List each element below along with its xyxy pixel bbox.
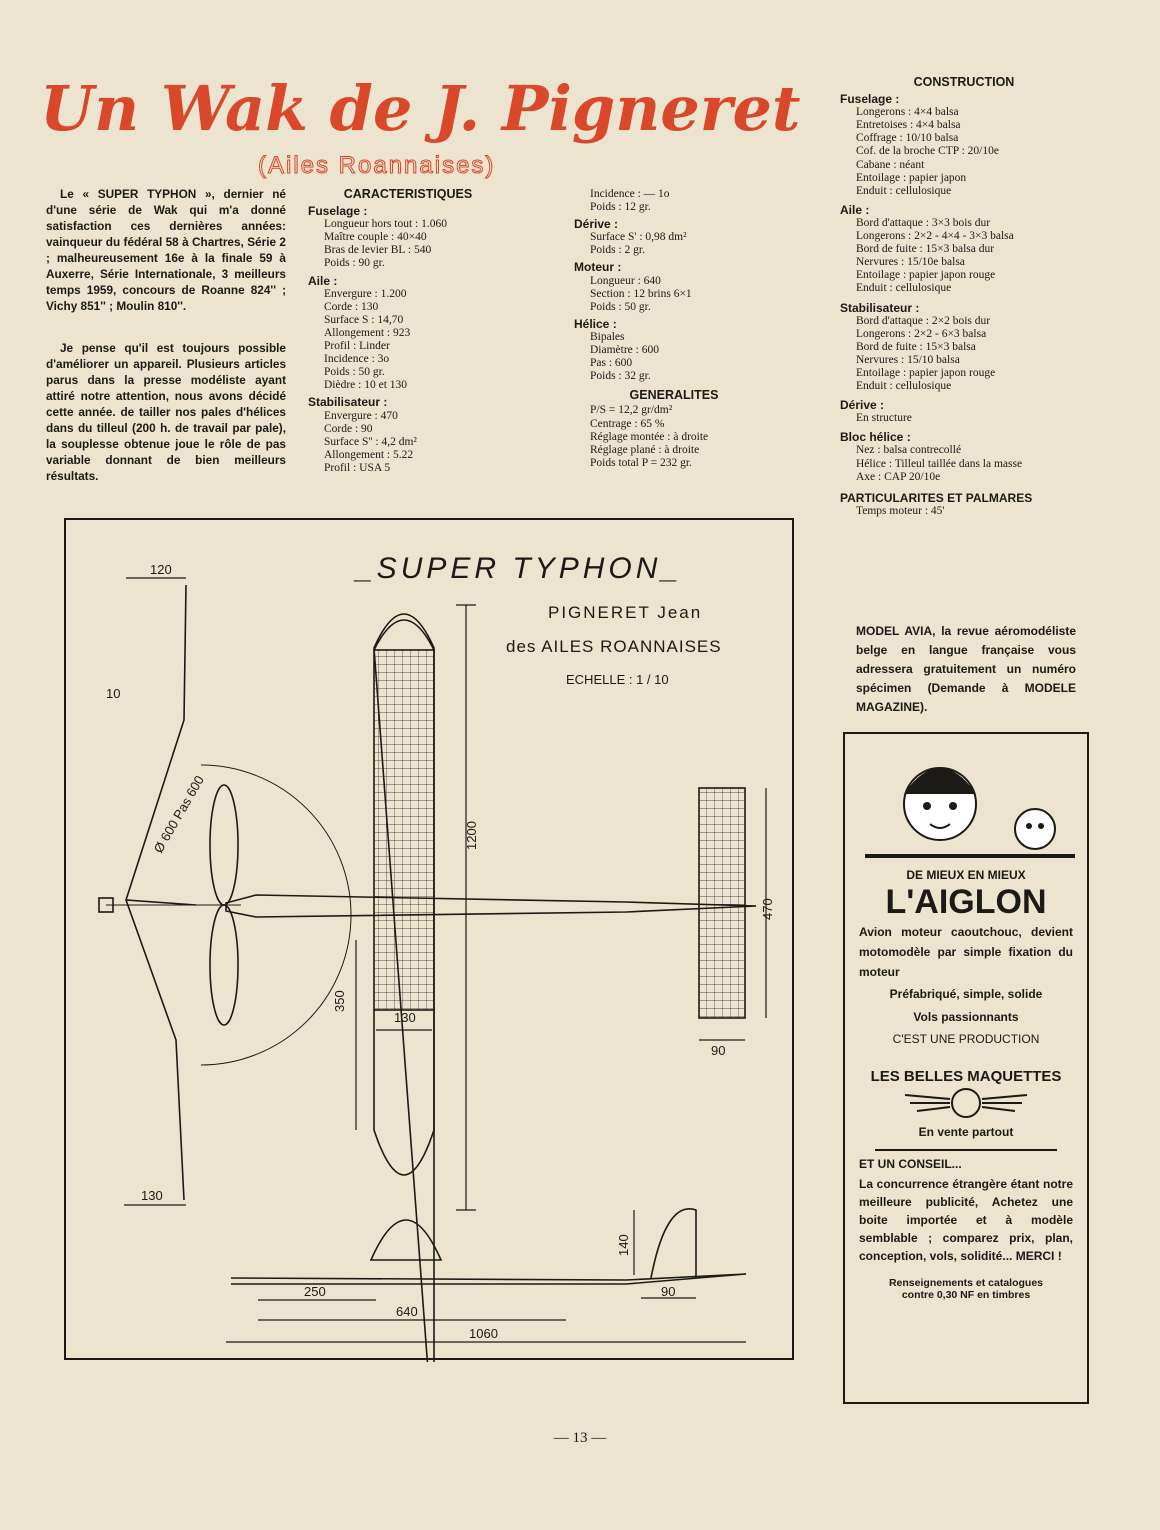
plan-club: des AILES ROANNAISES — [506, 637, 722, 656]
spec-item: Surface S : 14,70 — [324, 313, 404, 326]
spec-item: Bras de levier BL : 540 — [324, 244, 432, 257]
spec-item: Bord de fuite : 15×3 balsa — [856, 340, 976, 353]
spec-item: Envergure : 470 — [324, 409, 398, 422]
dim-label: 470 — [760, 898, 775, 920]
spec-item: Longerons : 4×4 balsa — [856, 106, 959, 119]
fuselage-label: Fuselage : — [308, 204, 368, 219]
spec-item: Poids : 50 gr. — [590, 300, 651, 313]
spec-item: Entoilage : papier japon — [856, 171, 967, 184]
characteristics-heading: CARACTERISTIQUES — [343, 187, 473, 201]
dim-label: 90 — [711, 1043, 726, 1058]
spec-item: Longerons : 2×2 - 4×4 - 3×3 balsa — [856, 230, 1014, 243]
wing-label: Aile : — [308, 273, 338, 288]
divider — [875, 1149, 1057, 1151]
prop-dim-label: Ø 600 Pas 600 — [150, 772, 207, 856]
fin-label: Dérive : — [840, 398, 885, 413]
aiglon-ad — [843, 732, 1089, 1404]
plan-title: _SUPER TYPHON_ — [356, 552, 683, 585]
spec-item: Poids total P = 232 gr. — [590, 456, 692, 469]
dim-label: 130 — [141, 1188, 163, 1203]
spec-item: Réglage montée : à droite — [590, 430, 709, 443]
characteristics-column-2 — [574, 188, 774, 470]
spec-item: Incidence : 3o — [324, 353, 390, 366]
spec-item: Temps moteur : 45' — [856, 504, 945, 517]
spec-item: Poids : 12 gr. — [590, 201, 651, 214]
spec-item: Coffrage : 10/10 balsa — [856, 132, 959, 145]
intro-text — [46, 186, 286, 510]
model-avia-ad: MODEL AVIA, la revue aéromodéliste belge en langue française vous adressera gratuitement un numéro spécimen (Demande à MODELE MAGAZINE). — [856, 624, 1076, 714]
dim-label: 10 — [106, 686, 121, 701]
aiglon-name: L'AIGLON — [885, 883, 1047, 921]
spec-item: Longueur hors tout : 1.060 — [324, 218, 447, 231]
aiglon-description: Avion moteur caoutchouc, devient motomodèle par simple fixation du moteur — [859, 925, 1073, 979]
spec-item: Allongement : 5.22 — [324, 448, 414, 461]
wing-label: Aile : — [840, 202, 870, 217]
model-plan-drawing — [64, 518, 794, 1360]
plan-svg — [66, 520, 796, 1362]
spec-item: Centrage : 65 % — [590, 417, 665, 430]
characteristics-column — [308, 188, 508, 475]
spec-item: P/S = 12,2 gr/dm² — [590, 404, 673, 417]
plan-author: PIGNERET Jean — [548, 603, 703, 622]
aiglon-footer-2: contre 0,30 NF en timbres — [901, 1289, 1031, 1301]
spec-item: Dièdre : 10 et 130 — [324, 379, 408, 392]
spec-item: Poids : 2 gr. — [590, 244, 645, 257]
spec-item: Cof. de la broche CTP : 20/10e — [856, 145, 999, 158]
spec-item: Profil : USA 5 — [324, 461, 391, 474]
spec-item: Entoilage : papier japon rouge — [856, 269, 996, 282]
prop-block-label: Bloc hélice : — [840, 430, 911, 445]
spec-item: Section : 12 brins 6×1 — [590, 287, 692, 300]
spec-item: Bord de fuite : 15×3 balsa dur — [856, 243, 995, 256]
fin-label: Dérive : — [574, 217, 619, 232]
spec-item: Longueur : 640 — [590, 274, 661, 287]
aiglon-line-1: Préfabriqué, simple, solide — [889, 987, 1043, 1001]
boy-dog-illustration — [845, 734, 1087, 864]
spec-item: Entretoises : 4×4 balsa — [856, 119, 961, 132]
conseil-title: ET UN CONSEIL... — [859, 1157, 962, 1171]
aiglon-tagline: DE MIEUX EN MIEUX — [906, 868, 1026, 882]
fuselage-label: Fuselage : — [840, 92, 900, 107]
conseil-text: La concurrence étrangère étant notre meilleure publicité, Achetez une boite importée et à modèle semblable ; comparez prix, plan, conception, vols, solidité... MERCI ! — [859, 1177, 1073, 1263]
intro-paragraph-2: Je pense qu'il est toujours possible d'améliorer un appareil. Plusieurs articles parus dans la presse modéliste ayant attiré notre attention, nous avons décidé cette année. de tailler nos pales d'hélices dans du tilleul (200 h. de travail par pale), la souplesse obtenue joue le rôle de pas variable donnant de bien meilleurs résultats. — [46, 341, 286, 483]
plan-scale: ECHELLE : 1 / 10 — [566, 672, 669, 687]
spec-item: Réglage plané : à droite — [590, 443, 700, 456]
spec-item: Pas : 600 — [590, 357, 633, 370]
construction-heading: CONSTRUCTION — [913, 75, 1015, 89]
motor-label: Moteur : — [574, 260, 622, 275]
spec-item: Poids : 32 gr. — [590, 370, 651, 383]
spec-item: Maître couple : 40×40 — [324, 231, 427, 244]
spec-item: Bipales — [590, 330, 625, 343]
spec-item: Nez : balsa contrecollé — [856, 444, 962, 457]
spec-item: Corde : 130 — [324, 300, 379, 313]
dim-label: 250 — [304, 1284, 326, 1299]
dim-label: 130 — [394, 1010, 416, 1025]
spec-item: Diamètre : 600 — [590, 344, 659, 357]
spec-item: Incidence : — 1o — [590, 188, 670, 200]
article-title: Un Wak de J. Pigneret — [40, 72, 801, 145]
belles-maquettes-brand: LES BELLES MAQUETTES — [870, 1068, 1062, 1085]
intro-paragraph-1: Le « SUPER TYPHON », dernier né d'une série de Wak qui m'a donné satisfaction ces dernières années: vainqueur du fédéral 58 à Chartres, Série 2 ; malheureusement 16e à la finale 59 à Auxerre, Série Internationale, 3 meilleurs temps 1959, concours de Roanne 824'' ; Vichy 851'' ; Moulin 810''. — [46, 187, 286, 313]
stabilizer-label: Stabilisateur : — [840, 300, 920, 315]
spec-item: Enduit : cellulosique — [856, 184, 952, 197]
spec-item: Poids : 50 gr. — [324, 366, 385, 379]
dim-label: 350 — [332, 990, 347, 1012]
spec-item: Surface S'' : 4,2 dm² — [324, 435, 417, 448]
dim-label: 640 — [396, 1304, 418, 1319]
spec-item: Enduit : cellulosique — [856, 380, 952, 393]
spec-item: Poids : 90 gr. — [324, 257, 385, 270]
spec-item: Surface S' : 0,98 dm² — [590, 231, 687, 244]
spec-item: Bord d'attaque : 3×3 bois dur — [856, 216, 991, 229]
spec-item: Corde : 90 — [324, 422, 373, 435]
aiglon-line-2: Vols passionnants — [913, 1010, 1019, 1024]
spec-item: Allongement : 923 — [324, 326, 411, 339]
dim-label: 1200 — [464, 821, 479, 850]
dim-label: 140 — [616, 1234, 631, 1256]
generalities-heading: GENERALITES — [629, 388, 719, 403]
stabilizer-label: Stabilisateur : — [308, 395, 388, 410]
dim-label: 1060 — [469, 1326, 498, 1341]
article-subtitle: (Ailes Roannaises) — [258, 152, 496, 179]
winged-logo-icon — [845, 1085, 1087, 1121]
aiglon-line-3: C'EST UNE PRODUCTION — [892, 1032, 1040, 1046]
spec-item: Hélice : Tilleul taillée dans la masse — [856, 457, 1023, 470]
aiglon-footer-1: Renseignements et catalogues — [888, 1277, 1044, 1289]
aiglon-sale: En vente partout — [918, 1125, 1014, 1139]
spec-item: Envergure : 1.200 — [324, 287, 407, 300]
palmares-label: PARTICULARITES ET PALMARES — [840, 490, 1033, 505]
spec-item: Longerons : 2×2 - 6×3 balsa — [856, 327, 987, 340]
spec-item: Profil : Linder — [324, 340, 390, 353]
dim-label: 120 — [150, 562, 172, 577]
spec-item: Nervures : 15/10 balsa — [856, 353, 960, 366]
dim-label: 90 — [661, 1284, 676, 1299]
spec-item: En structure — [856, 412, 912, 425]
spec-item: Cabane : néant — [856, 158, 925, 171]
page-number: — 13 — — [553, 1430, 607, 1446]
propeller-label: Hélice : — [574, 316, 617, 331]
spec-item: Axe : CAP 20/10e — [856, 470, 941, 483]
spec-item: Nervures : 15/10e balsa — [856, 256, 965, 269]
construction-column — [840, 76, 1088, 518]
spec-item: Enduit : cellulosique — [856, 282, 952, 295]
spec-item: Bord d'attaque : 2×2 bois dur — [856, 314, 991, 327]
spec-item: Entoilage : papier japon rouge — [856, 366, 996, 379]
